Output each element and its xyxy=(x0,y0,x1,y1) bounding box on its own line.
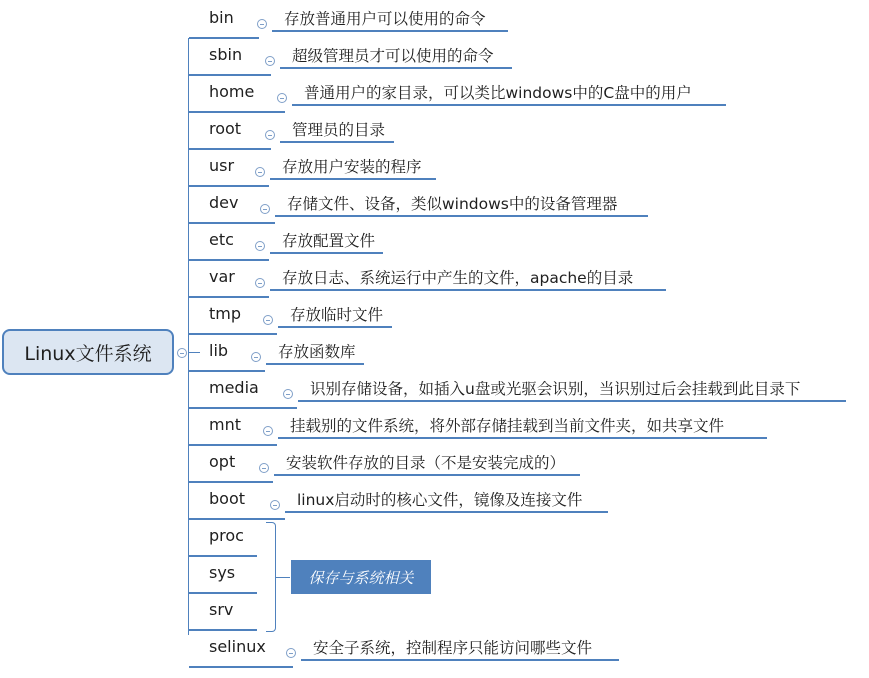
summary-label: 保存与系统相关 xyxy=(308,568,414,587)
branch-boot xyxy=(0,484,869,522)
branch-lib xyxy=(0,336,869,374)
desc-label-home[interactable]: 普通用户的家目录，可以类比windows中的C盘中的用户 xyxy=(304,84,692,102)
dir-label-dev[interactable]: dev xyxy=(209,193,239,212)
collapse-icon[interactable] xyxy=(255,167,265,177)
desc-underline xyxy=(280,141,394,143)
collapse-icon[interactable] xyxy=(270,500,280,510)
summary-bracket-tick xyxy=(276,577,290,578)
dir-underline xyxy=(189,592,257,594)
dir-label-home[interactable]: home xyxy=(209,82,255,101)
branch-mnt xyxy=(0,410,869,448)
dir-underline xyxy=(189,111,285,113)
dir-underline xyxy=(189,666,293,668)
collapse-icon[interactable] xyxy=(265,130,275,140)
dir-underline xyxy=(189,259,269,261)
dir-underline xyxy=(189,629,257,631)
branch-opt xyxy=(0,447,869,485)
dir-underline xyxy=(189,148,271,150)
desc-underline xyxy=(270,178,436,180)
collapse-icon[interactable] xyxy=(251,352,261,362)
dir-label-mnt[interactable]: mnt xyxy=(209,415,241,434)
branch-sbin xyxy=(0,40,869,78)
desc-label-etc[interactable]: 存放配置文件 xyxy=(282,232,376,250)
desc-underline xyxy=(292,104,726,106)
dir-underline xyxy=(189,407,297,409)
desc-underline xyxy=(278,437,767,439)
desc-underline xyxy=(274,474,580,476)
collapse-icon[interactable] xyxy=(255,241,265,251)
collapse-icon[interactable] xyxy=(255,278,265,288)
dir-underline xyxy=(189,370,265,372)
desc-label-opt[interactable]: 安装软件存放的目录（不是安装完成的） xyxy=(286,454,566,472)
dir-underline xyxy=(189,37,259,39)
branch-dev xyxy=(0,188,869,226)
desc-underline xyxy=(298,400,846,402)
collapse-icon[interactable] xyxy=(277,93,287,103)
collapse-icon[interactable] xyxy=(286,648,296,658)
branch-root xyxy=(0,114,869,152)
dir-label-proc[interactable]: proc xyxy=(209,526,244,545)
desc-underline xyxy=(280,67,512,69)
dir-label-etc[interactable]: etc xyxy=(209,230,234,249)
desc-underline xyxy=(266,363,364,365)
dir-underline xyxy=(189,222,275,224)
root-label: Linux文件系统 xyxy=(24,342,152,365)
collapse-icon[interactable] xyxy=(257,19,267,29)
dir-underline xyxy=(189,555,257,557)
desc-underline xyxy=(270,252,383,254)
dir-underline xyxy=(189,74,271,76)
dir-underline xyxy=(189,481,273,483)
branch-srv xyxy=(0,595,869,633)
dir-label-root[interactable]: root xyxy=(209,119,242,138)
branch-bin xyxy=(0,3,869,41)
desc-label-dev[interactable]: 存储文件、设备，类似windows中的设备管理器 xyxy=(287,195,618,213)
branch-tmp xyxy=(0,299,869,337)
dir-label-tmp[interactable]: tmp xyxy=(209,304,242,323)
desc-label-tmp[interactable]: 存放临时文件 xyxy=(290,306,384,324)
dir-label-usr[interactable]: usr xyxy=(209,156,235,175)
collapse-icon[interactable] xyxy=(265,56,275,66)
desc-underline xyxy=(270,289,666,291)
collapse-icon[interactable] xyxy=(263,426,273,436)
dir-label-sbin[interactable]: sbin xyxy=(209,45,243,64)
dir-label-srv[interactable]: srv xyxy=(209,600,234,619)
dir-label-opt[interactable]: opt xyxy=(209,452,236,471)
dir-label-media[interactable]: media xyxy=(209,378,259,397)
branch-selinux xyxy=(0,632,869,670)
collapse-icon[interactable] xyxy=(283,389,293,399)
dir-underline xyxy=(189,185,269,187)
desc-label-var[interactable]: 存放日志、系统运行中产生的文件，apache的目录 xyxy=(282,269,634,287)
dir-label-bin[interactable]: bin xyxy=(209,8,234,27)
desc-label-media[interactable]: 识别存储设备，如插入u盘或光驱会识别，当识别过后会挂载到此目录下 xyxy=(310,380,801,398)
desc-label-root[interactable]: 管理员的目录 xyxy=(292,121,386,139)
desc-label-usr[interactable]: 存放用户安装的程序 xyxy=(282,158,422,176)
dir-label-var[interactable]: var xyxy=(209,267,235,286)
dir-underline xyxy=(189,296,269,298)
dir-underline xyxy=(189,333,277,335)
dir-label-boot[interactable]: boot xyxy=(209,489,246,508)
desc-label-bin[interactable]: 存放普通用户可以使用的命令 xyxy=(284,10,486,28)
dir-label-lib[interactable]: lib xyxy=(209,341,229,360)
desc-underline xyxy=(278,326,392,328)
dir-underline xyxy=(189,518,285,520)
desc-underline xyxy=(272,30,508,32)
branch-proc xyxy=(0,521,869,559)
desc-label-sbin[interactable]: 超级管理员才可以使用的命令 xyxy=(292,47,494,65)
desc-label-selinux[interactable]: 安全子系统，控制程序只能访问哪些文件 xyxy=(313,639,593,657)
dir-label-sys[interactable]: sys xyxy=(209,563,236,582)
branch-etc xyxy=(0,225,869,263)
dir-underline xyxy=(189,444,277,446)
desc-underline xyxy=(301,659,619,661)
collapse-icon[interactable] xyxy=(259,463,269,473)
desc-underline xyxy=(275,215,648,217)
desc-label-boot[interactable]: linux启动时的核心文件，镜像及连接文件 xyxy=(297,491,583,509)
summary-bracket xyxy=(266,522,276,632)
branch-usr xyxy=(0,151,869,189)
branch-home xyxy=(0,77,869,115)
summary-node[interactable] xyxy=(291,560,431,594)
dir-label-selinux[interactable]: selinux xyxy=(209,637,266,656)
collapse-icon[interactable] xyxy=(260,204,270,214)
branch-sys xyxy=(0,558,869,596)
desc-underline xyxy=(285,511,608,513)
collapse-icon[interactable] xyxy=(263,315,273,325)
branch-media xyxy=(0,373,869,411)
desc-label-lib[interactable]: 存放函数库 xyxy=(278,343,356,361)
branch-var xyxy=(0,262,869,300)
desc-label-mnt[interactable]: 挂载别的文件系统，将外部存储挂载到当前文件夹，如共享文件 xyxy=(290,417,725,435)
